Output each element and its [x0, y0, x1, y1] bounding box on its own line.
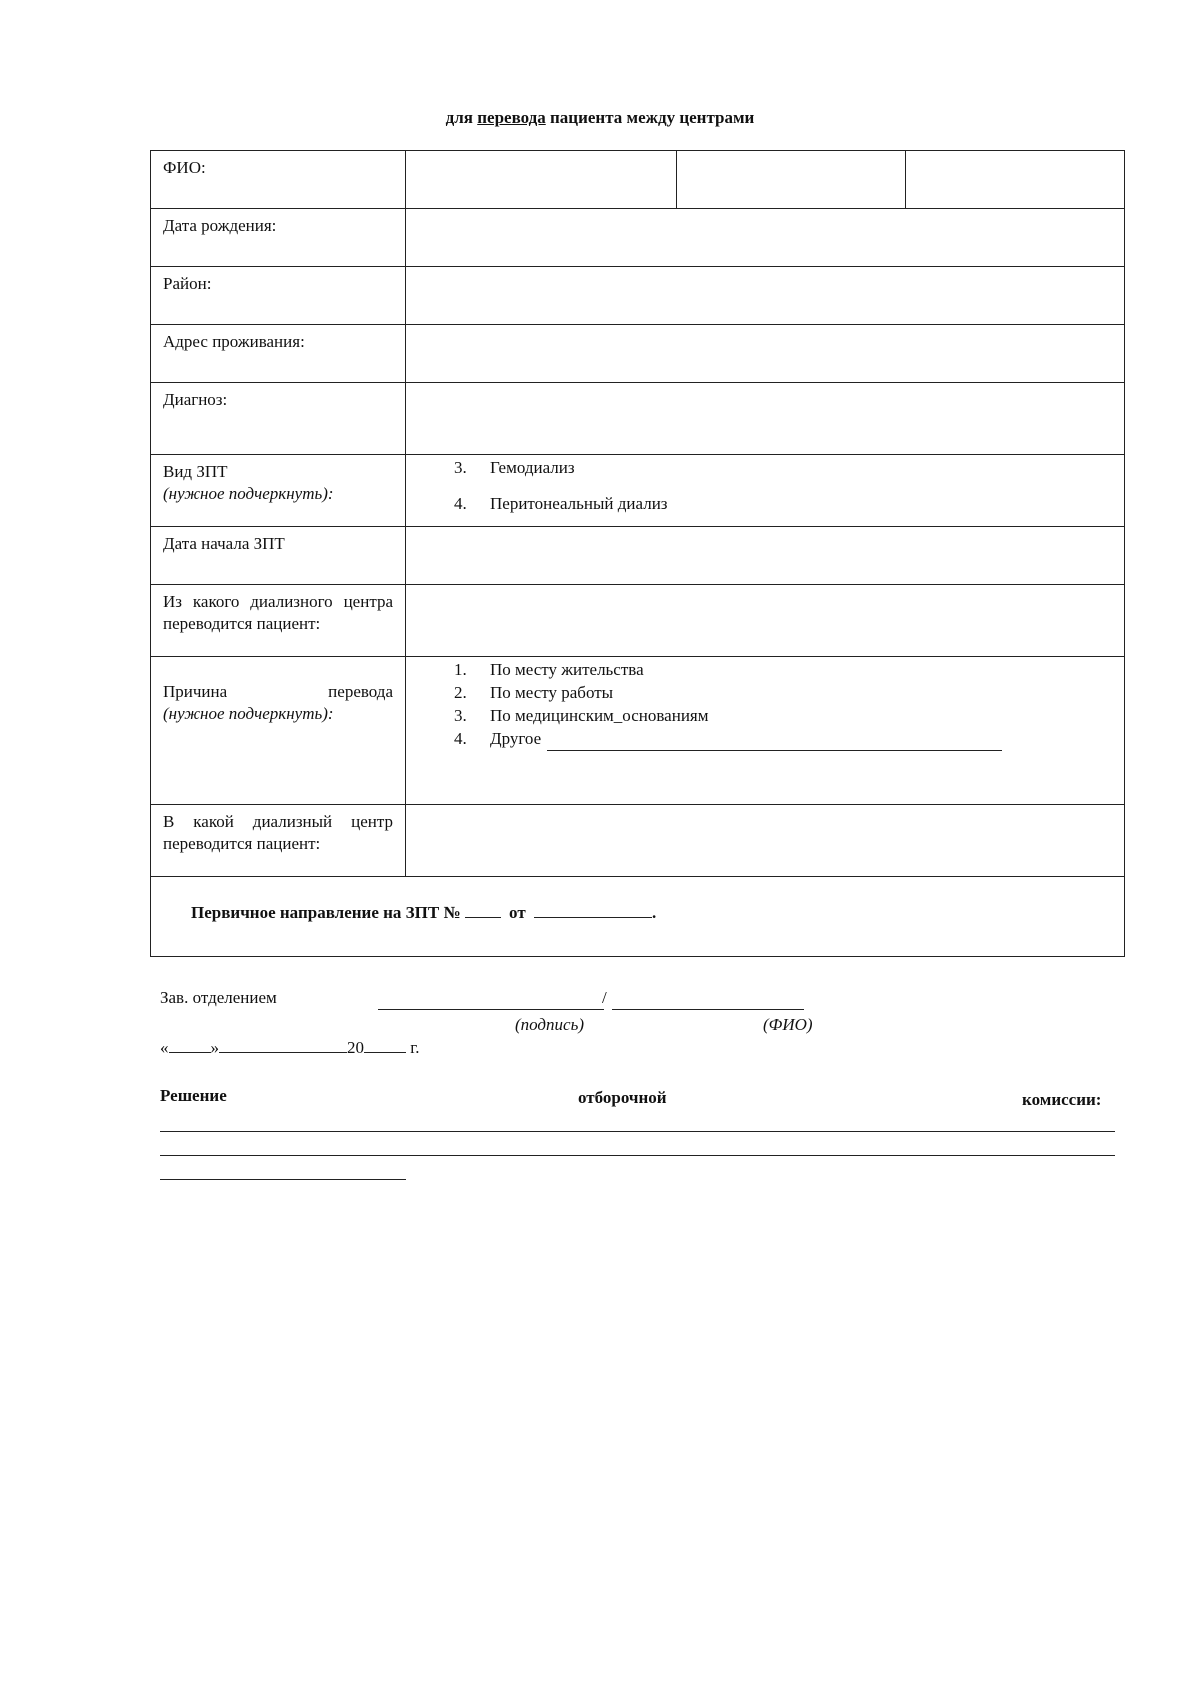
decision-line-2[interactable] [160, 1155, 1115, 1156]
decision-word-2: отборочной [578, 1088, 667, 1107]
reason-option-residence[interactable]: 1. По месту жительства [454, 660, 644, 679]
rrt-start-label: Дата начала ЗПТ [151, 527, 406, 585]
fio-caption: (ФИО) [763, 1015, 813, 1034]
district-field[interactable] [406, 267, 1125, 325]
signature-caption: (подпись) [515, 1015, 584, 1034]
reason-option-work[interactable]: 2. По месту работы [454, 682, 614, 702]
rrt-type-hint: (нужное подчеркнуть): [163, 484, 334, 504]
address-label: Адрес проживания: [151, 325, 406, 383]
rrt-type-options [406, 455, 1125, 527]
rrt-type-label-cell [151, 455, 406, 527]
referral-date-blank[interactable] [534, 917, 652, 918]
decision-line-3[interactable] [160, 1179, 406, 1180]
day-blank[interactable] [169, 1052, 211, 1053]
transfer-form-table [150, 150, 1125, 957]
row-rrt-start [151, 527, 1125, 585]
reason-other-blank[interactable] [547, 728, 1002, 751]
decision-word-1: Решение [160, 1086, 227, 1105]
rrt-option-hemodialysis[interactable]: 3. Гемодиализ [454, 458, 575, 477]
row-district [151, 267, 1125, 325]
rrt-option-peritoneal[interactable]: 4. Перитонеальный диализ [454, 494, 668, 513]
referral-number-blank[interactable] [465, 917, 501, 918]
rrt-type-label: Вид ЗПТ [163, 462, 228, 481]
document-title: для перевода пациента между центрами [445, 108, 755, 127]
month-blank[interactable] [219, 1052, 347, 1053]
year-blank[interactable] [364, 1052, 406, 1053]
primary-referral: Первичное направление на ЗПТ № от . [151, 877, 1125, 957]
reason-label: Причина перевода [163, 682, 393, 701]
fio-label: ФИО: [151, 151, 406, 209]
row-reason [151, 657, 1125, 805]
from-center-field[interactable] [406, 585, 1125, 657]
reason-options [406, 657, 1125, 805]
birth-date-label: Дата рождения: [151, 209, 406, 267]
address-field[interactable] [406, 325, 1125, 383]
row-rrt-type [151, 455, 1125, 527]
to-center-label: В какой диализный центр переводится пациент: [151, 805, 406, 877]
diagnosis-label: Диагноз: [151, 383, 406, 455]
head-of-department-label: Зав. отделением [160, 988, 277, 1007]
reason-label-cell [151, 657, 406, 805]
row-fio [151, 151, 1125, 209]
from-center-label: Из какого диализного центра переводится пациент: [151, 585, 406, 657]
reason-option-medical[interactable]: 3. По медицинским_основаниям [454, 705, 709, 725]
fio-blank[interactable] [612, 1009, 804, 1010]
reason-option-other[interactable]: 4. Другое [454, 728, 1124, 751]
birth-date-field[interactable] [406, 209, 1125, 267]
row-primary-referral [151, 877, 1125, 957]
row-from-center [151, 585, 1125, 657]
row-diagnosis [151, 383, 1125, 455]
row-birth-date [151, 209, 1125, 267]
fio-field-3[interactable] [906, 151, 1125, 209]
row-to-center [151, 805, 1125, 877]
to-center-field[interactable] [406, 805, 1125, 877]
rrt-start-field[interactable] [406, 527, 1125, 585]
date-line: « » 20 г. [160, 1038, 420, 1057]
fio-field-2[interactable] [677, 151, 906, 209]
row-address [151, 325, 1125, 383]
decision-line-1[interactable] [160, 1131, 1115, 1132]
decision-word-3: комиссии: [1022, 1090, 1102, 1109]
district-label: Район: [151, 267, 406, 325]
signature-blank[interactable] [378, 1009, 604, 1010]
signature-slash: / [602, 988, 607, 1007]
diagnosis-field[interactable] [406, 383, 1125, 455]
fio-field-1[interactable] [406, 151, 677, 209]
reason-hint: (нужное подчеркнуть): [163, 704, 334, 724]
